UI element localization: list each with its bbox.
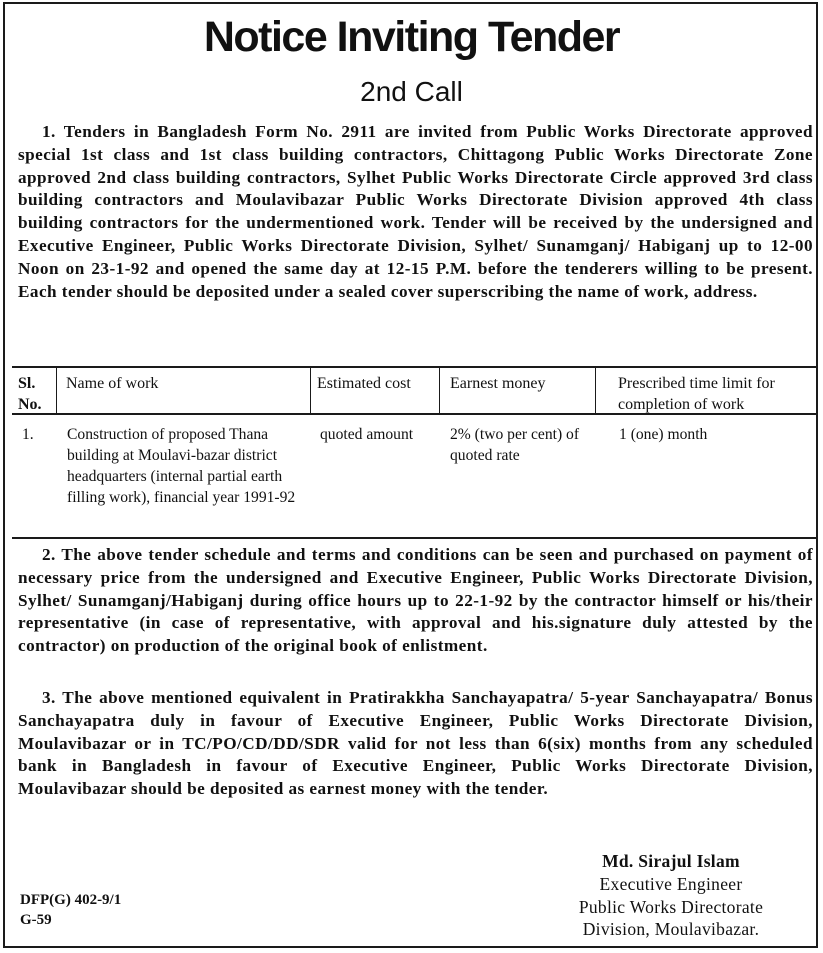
header-name-of-work: Name of work xyxy=(66,375,159,392)
signatory-office-location: Division, Moulavibazar. xyxy=(582,919,760,940)
paragraph-2: 2. The above tender schedule and terms and conditions can be seen and purchased on payment of necessary price from the undersigned and Executive Engineer, Public Works Directorate Division, Sylhet/ Sunamganj/Habiganj during office hours up to 22-1-92 by the contractor himself or his/their representative (in case of representative, with approval and his.signature duly attested by the contractor) on production of the original book of enlistment. xyxy=(18,545,813,656)
signatory-designation: Executive Engineer xyxy=(599,873,743,894)
paragraph-3: 3. The above mentioned equivalent in Pratirakkha Sanchayapatra/ 5-year Sanchayapatra/ Bonus Sanchayapatra duly in favour of Executive Engineer, Public Works Directorate Division, Moulavibazar or in TC/PO/CD/DD/SDR valid for not less than 6(six) months from any scheduled bank in Bangladesh in favour of Executive Engineer, Public Works Directorate Division, Moulavibazar should be deposited as earnest money with the tender. xyxy=(18,688,813,799)
row-estimated-cost: quoted amount xyxy=(320,426,414,443)
row-name-of-work: Construction of proposed Thana building at Moulavi-bazar district headquarters (internal partial earth filling work), financial year 1991-92 xyxy=(67,426,296,506)
row-sl-no: 1. xyxy=(22,426,34,443)
reference-codes xyxy=(20,890,121,930)
header-sl-no: Sl. No. xyxy=(18,375,42,413)
signatory-name: Md. Sirajul Islam xyxy=(602,851,740,871)
header-time-limit: Prescribed time limit for completion of work xyxy=(618,375,775,413)
paragraph-1: 1. Tenders in Bangladesh Form No. 2911 are invited from Public Works Directorate approved special 1st class and 1st class building contractors, Chittagong Public Works Directorate Zone approved 2nd class building contractors, Sylhet Public Works Directorate Circle approved 3rd class building contractors and Moulavibazar Public Works Directorate Division approved 4th class building contractors for the undermentioned work. Tender will be received by the undersigned and Executive Engineer, Public Works Directorate Division, Sylhet/ Sunamganj/ Habiganj up to 12-00 Noon on 23-1-92 and opened the same day at 12-15 P.M. before the tenderers willing to be present. Each tender should be deposited under a sealed cover superscribing the name of work, address. xyxy=(18,122,813,301)
notice-title: Notice Inviting Tender xyxy=(203,13,620,61)
column-divider xyxy=(310,368,311,413)
signatory-office: Public Works Directorate xyxy=(578,896,764,917)
row-earnest-money: 2% (two per cent) of quoted rate xyxy=(450,426,580,464)
g-code: G-59 xyxy=(20,912,52,928)
column-divider xyxy=(595,368,596,413)
header-earnest-money: Earnest money xyxy=(450,375,546,392)
dfp-code: DFP(G) 402-9/1 xyxy=(20,892,122,908)
header-estimated-cost: Estimated cost xyxy=(317,375,411,392)
column-divider xyxy=(56,368,57,413)
signature-block xyxy=(541,850,801,941)
tender-table xyxy=(12,366,818,539)
notice-subtitle: 2nd Call xyxy=(360,76,463,107)
row-time-limit: 1 (one) month xyxy=(619,426,708,443)
